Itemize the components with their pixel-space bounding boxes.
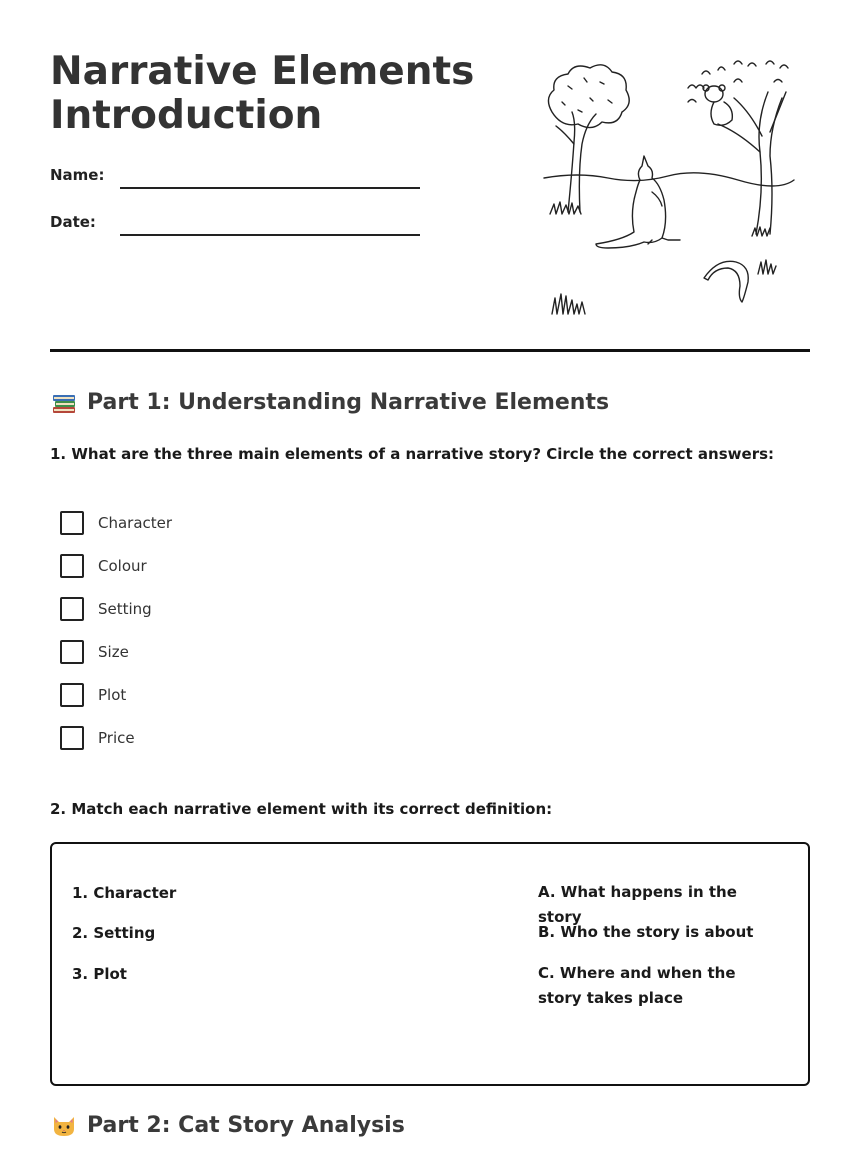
name-field-line[interactable] [120,187,420,189]
option-label: Plot [98,686,127,704]
option-label: Character [98,514,173,532]
term-setting: 2. Setting [72,924,156,942]
option-plot[interactable] [60,683,126,707]
option-label: Colour [98,557,147,575]
title-line-1: Narrative Elements [50,49,475,94]
definition-a: A. What happens in the story [538,883,737,926]
date-field-line[interactable] [120,234,420,236]
worksheet-title [50,50,490,138]
definition-c: C. Where and when the story takes place [538,964,736,1007]
title-line-2: Introduction [50,93,323,138]
checkbox[interactable] [60,726,84,750]
option-label: Setting [98,600,152,618]
term-character: 1. Character [72,884,177,902]
option-price[interactable] [60,726,135,750]
option-colour[interactable] [60,554,147,578]
matching-box [50,842,810,1086]
checkbox[interactable] [60,640,84,664]
option-character[interactable] [60,511,172,535]
header-divider [50,349,810,352]
kangaroo-koala-illustration [538,52,800,320]
checkbox[interactable] [60,597,84,621]
checkbox[interactable] [60,511,84,535]
part1-title: Part 1: Understanding Narrative Elements [87,389,610,415]
part2-heading [50,1111,405,1139]
name-label: Name: [50,166,105,184]
part1-heading [50,388,609,416]
term-plot: 3. Plot [72,965,127,983]
option-setting[interactable] [60,597,152,621]
option-label: Size [98,643,129,661]
question-1: 1. What are the three main elements of a narrative story? Circle the correct answers: [50,445,775,463]
question-2: 2. Match each narrative element with its correct definition: [50,800,553,818]
option-label: Price [98,729,135,747]
part2-title: Part 2: Cat Story Analysis [87,1112,405,1138]
option-size[interactable] [60,640,129,664]
books-emoji-icon [50,388,78,416]
definition-b: B. Who the story is about [538,923,754,941]
checkbox[interactable] [60,554,84,578]
cat-emoji-icon [50,1111,78,1139]
date-label: Date: [50,213,96,231]
checkbox[interactable] [60,683,84,707]
